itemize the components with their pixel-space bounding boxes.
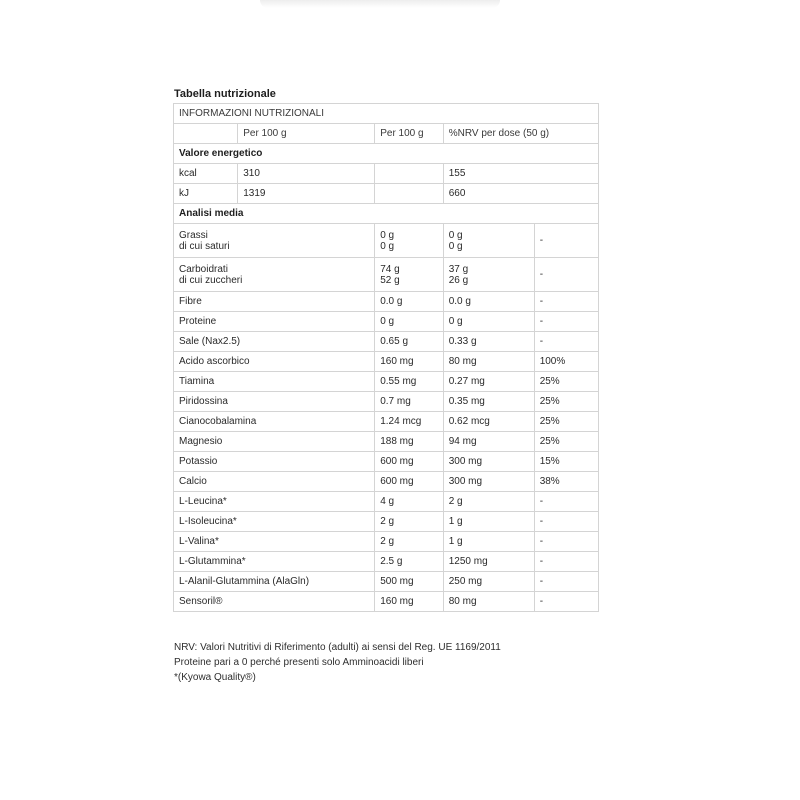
dose-value: 37 g 26 g [443,258,534,292]
per100-value: 160 mg [375,592,444,612]
col-header-per100: Per 100 g [238,124,375,144]
table-row [174,432,599,452]
dose-value: 0.27 mg [443,372,534,392]
table-row [174,392,599,412]
table-row [174,452,599,472]
dose-value: 80 mg [443,352,534,372]
dose-value: 155 [443,164,598,184]
nrv-percent: 25% [534,392,598,412]
per100-value: 188 mg [375,432,444,452]
dose-value: 0.33 g [443,332,534,352]
per100-value: 74 g 52 g [375,258,444,292]
nutrient-name: Magnesio [174,432,375,452]
footnotes [174,640,501,685]
nutrient-name: L-Leucina* [174,492,375,512]
nrv-percent: 25% [534,432,598,452]
per100-value: 0 g 0 g [375,224,444,258]
table-row [174,224,599,258]
nutrient-name: Acido ascorbico [174,352,375,372]
nrv-percent: - [534,312,598,332]
per100-value: 0.0 g [375,292,444,312]
dose-value: 660 [443,184,598,204]
top-shadow [260,0,500,8]
energy-rows [174,164,599,204]
nutrient-name: Fibre [174,292,375,312]
per100-value: 0 g [375,312,444,332]
dose-value: 1 g [443,512,534,532]
dose-value: 300 mg [443,472,534,492]
dose-value: 2 g [443,492,534,512]
nrv-percent: 25% [534,372,598,392]
nutrient-name: Tiamina [174,372,375,392]
table-row [174,592,599,612]
dose-value: 1250 mg [443,552,534,572]
nutrient-name: Calcio [174,472,375,492]
per100-value: 600 mg [375,472,444,492]
per100-value: 310 [238,164,375,184]
nutrient-name: Proteine [174,312,375,332]
nutrient-name: L-Valina* [174,532,375,552]
nutrient-name: L-Alanil-Glutammina (AlaGln) [174,572,375,592]
col-header-nrv-dose: %NRV per dose (50 g) [443,124,598,144]
nutrient-name: Sensoril® [174,592,375,612]
nrv-percent: - [534,512,598,532]
dose-value: 0.0 g [443,292,534,312]
dose-value: 0.35 mg [443,392,534,412]
nrv-percent: - [534,332,598,352]
dose-value: 300 mg [443,452,534,472]
nrv-percent: - [534,258,598,292]
per100-value: 160 mg [375,352,444,372]
table-row [174,352,599,372]
per100-value: 1319 [238,184,375,204]
per100-value: 0.65 g [375,332,444,352]
table-row [174,292,599,312]
table-row [174,372,599,392]
dose-value: 250 mg [443,572,534,592]
nrv-percent: - [534,532,598,552]
page-title: Tabella nutrizionale [174,88,276,100]
per100-value: 0.55 mg [375,372,444,392]
per100-value: 500 mg [375,572,444,592]
per100-value-b [375,164,444,184]
energy-section-title: Valore energetico [174,144,599,164]
nutrient-name: kJ [174,184,238,204]
info-header: INFORMAZIONI NUTRIZIONALI [174,104,599,124]
nutrient-name: Grassi di cui saturi [174,224,375,258]
dose-value: 0 g 0 g [443,224,534,258]
per100-value-b [375,184,444,204]
col-header-per100-b: Per 100 g [375,124,444,144]
nrv-percent: - [534,552,598,572]
analysis-section-title: Analisi media [174,204,599,224]
table-row [174,412,599,432]
nutrient-name: Sale (Nax2.5) [174,332,375,352]
table-row [174,312,599,332]
nrv-percent: 100% [534,352,598,372]
table-row [174,512,599,532]
dose-value: 80 mg [443,592,534,612]
nutrient-name: Carboidrati di cui zuccheri [174,258,375,292]
footnote-nrv: NRV: Valori Nutritivi di Riferimento (adulti) ai sensi del Reg. UE 1169/2011 [174,642,501,653]
table-row [174,164,599,184]
per100-value: 4 g [375,492,444,512]
table-row [174,552,599,572]
col-header-empty [174,124,238,144]
nrv-percent: 38% [534,472,598,492]
nutrient-name: kcal [174,164,238,184]
nutrient-name: Potassio [174,452,375,472]
per100-value: 2 g [375,512,444,532]
dose-value: 0.62 mcg [443,412,534,432]
table-row [174,492,599,512]
footnote-proteine: Proteine pari a 0 perché presenti solo Amminoacidi liberi [174,657,424,668]
nutrient-name: Cianocobalamina [174,412,375,432]
table-row [174,184,599,204]
per100-value: 2.5 g [375,552,444,572]
nrv-percent: 15% [534,452,598,472]
per100-value: 1.24 mcg [375,412,444,432]
per100-value: 0.7 mg [375,392,444,412]
nutrient-name: Piridossina [174,392,375,412]
nrv-percent: - [534,224,598,258]
nrv-percent: - [534,492,598,512]
per100-value: 600 mg [375,452,444,472]
table-row [174,532,599,552]
nrv-percent: - [534,592,598,612]
nrv-percent: - [534,572,598,592]
dose-value: 94 mg [443,432,534,452]
dose-value: 1 g [443,532,534,552]
nutrition-table [173,103,599,612]
nutrient-name: L-Isoleucina* [174,512,375,532]
nrv-percent: - [534,292,598,312]
nutrient-name: L-Glutammina* [174,552,375,572]
dose-value: 0 g [443,312,534,332]
analysis-rows [174,224,599,612]
footnote-kyowa: *(Kyowa Quality®) [174,672,256,683]
per100-value: 2 g [375,532,444,552]
table-row [174,472,599,492]
table-row [174,332,599,352]
nrv-percent: 25% [534,412,598,432]
table-row [174,572,599,592]
table-row [174,258,599,292]
